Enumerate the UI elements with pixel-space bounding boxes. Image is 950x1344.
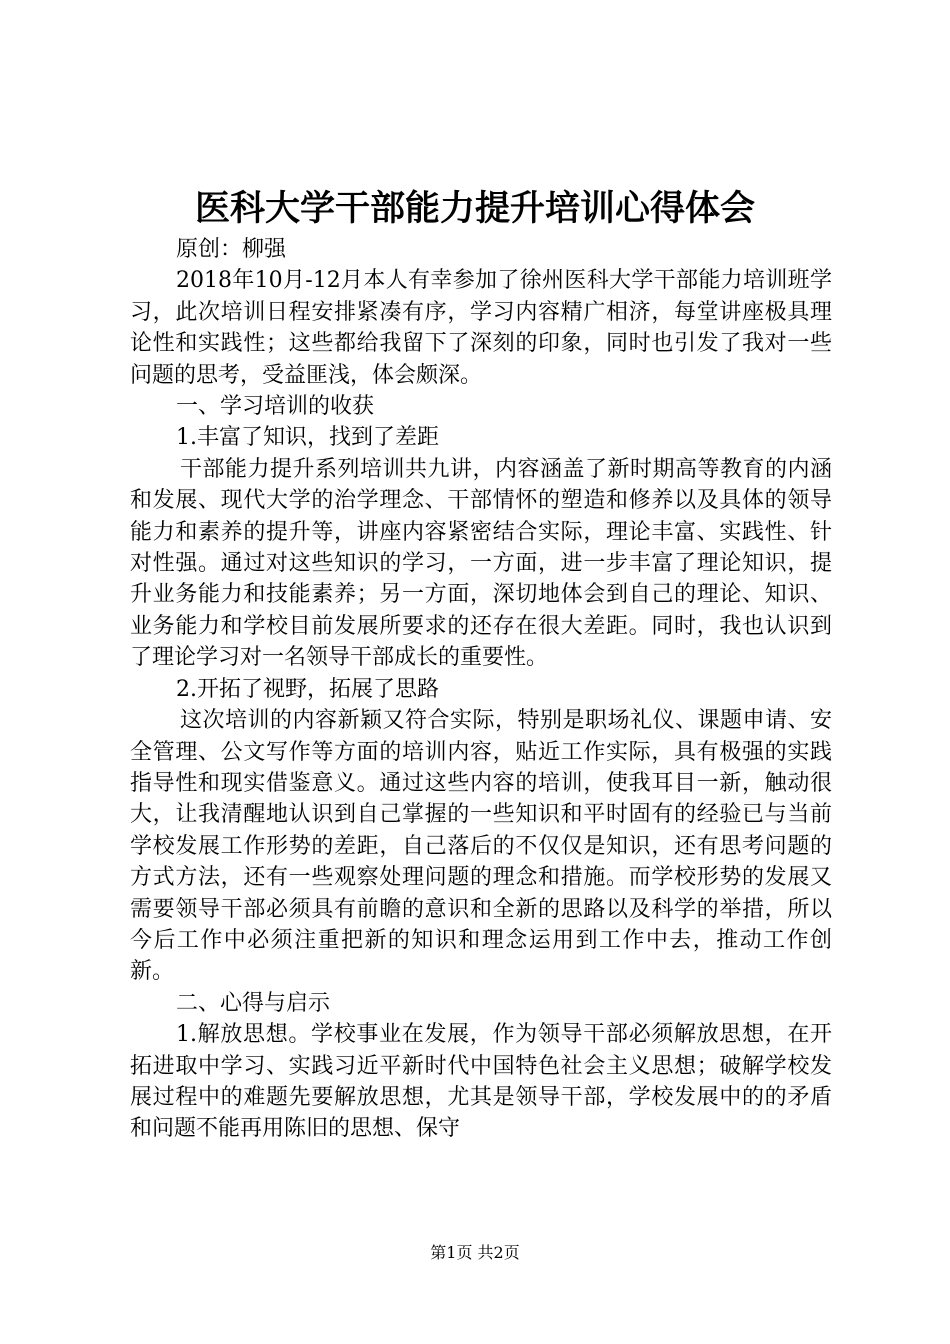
subheading-1-1: 1.丰富了知识，找到了差距 [176, 425, 439, 451]
paragraph-1-2: 这次培训的内容新颖又符合实际，特别是职场礼仪、课题申请、安全管理、公文写作等方面的培训内容，贴近工作实际，具有极强的实践指导性和现实借鉴意义。通过这些内容的培训，使我耳目一新，触动很大，让我清醒地认识到自己掌握的一些知识和平时固有的经验已与当前学校发展工作形势的差距，自己落后的不仅仅是知识，还有思考问题的方式方法，还有一些观察处理问题的理念和措施。而学校形势的发展又需要领导干部必须具有前瞻的意识和全新的思路以及科学的举措，所以今后工作中必须注重把新的知识和理念运用到工作中去，推动工作创新。 [130, 708, 832, 985]
paragraph-intro: 2018年10月-12月本人有幸参加了徐州医科大学干部能力培训班学习，此次培训日程安排紧凑有序，学习内容精广相济，每堂讲座极具理论性和实践性；这些都给我留下了深刻的印象，同时也引发了我对一些问题的思考，受益匪浅，体会颇深。 [130, 268, 832, 388]
paragraph-1-1: 干部能力提升系列培训共九讲，内容涵盖了新时期高等教育的内涵和发展、现代大学的治学理念、干部情怀的塑造和修养以及具体的领导能力和素养的提升等，讲座内容紧密结合实际，理论丰富、实践性、针对性强。通过对这些知识的学习，一方面，进一步丰富了理论知识，提升业务能力和技能素养；另一方面，深切地体会到自己的理论、知识、业务能力和学校目前发展所要求的还存在很大差距。同时，我也认识到了理论学习对一名领导干部成长的重要性。 [130, 456, 832, 671]
section-heading-1: 一、学习培训的收获 [176, 394, 375, 420]
page-footer: 第1页 共2页 [430, 1243, 520, 1262]
subheading-1-2: 2.开拓了视野，拓展了思路 [176, 676, 439, 702]
section-heading-2: 二、心得与启示 [176, 990, 331, 1016]
document-title: 医科大学干部能力提升培训心得体会 [194, 188, 755, 229]
paragraph-2-1: 1.解放思想。学校事业在发展，作为领导干部必须解放思想，在开拓进取中学习、实践习近平新时代中国特色社会主义思想；破解学校发展过程中的难题先要解放思想，尤其是领导干部，学校发展中的的矛盾和问题不能再用陈旧的思想、保守 [130, 1022, 832, 1142]
author-line: 原创：柳强 [176, 237, 287, 262]
document-body [130, 234, 832, 1145]
